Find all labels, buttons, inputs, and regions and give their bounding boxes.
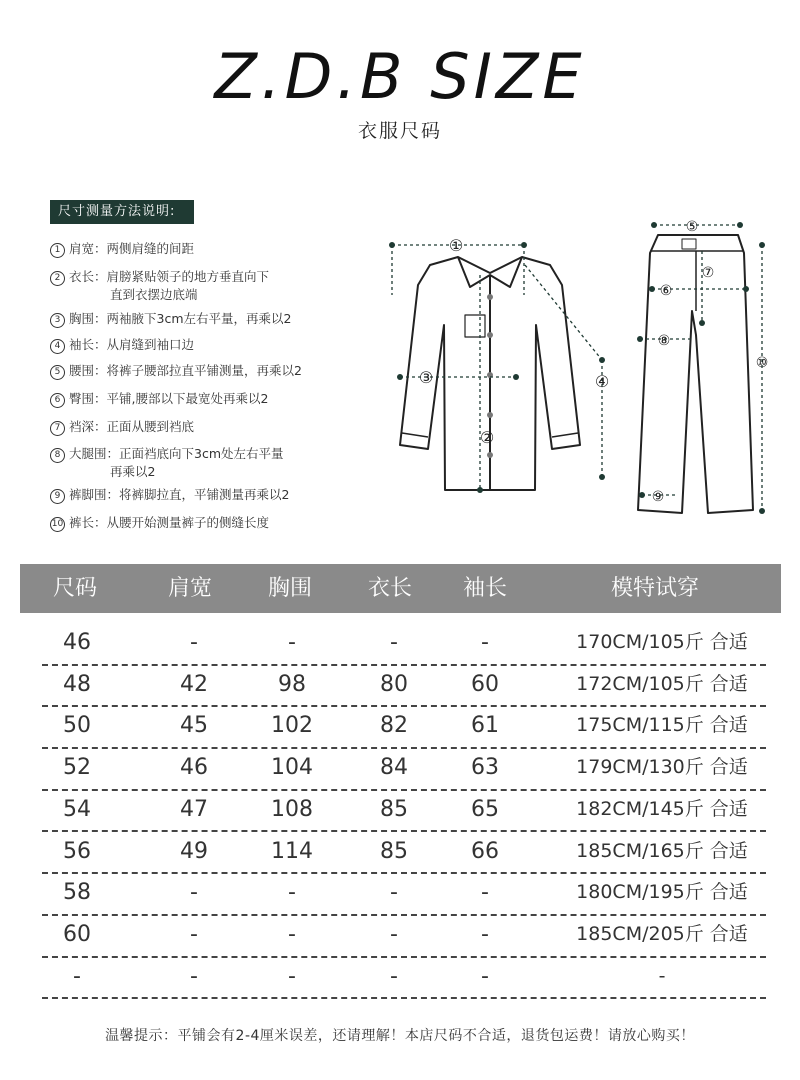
cell-sleeve: - [481,921,489,947]
cell-shoulder: 46 [180,755,208,781]
pants-marker-7: ⑦ [701,265,715,281]
cell-shoulder: 45 [180,713,208,739]
step-number-badge: 5 [50,365,65,380]
col-sleeve: 袖长 [462,576,507,601]
step-number-badge: 10 [50,517,65,532]
cell-sleeve: - [481,963,489,989]
cell-length: - [390,921,398,947]
col-model-fit: 模特试穿 [610,576,699,601]
cell-shoulder: - [190,880,198,906]
step-number-badge: 8 [50,448,65,463]
measure-method-text: 裤长：从腰开始测量裤子的侧缝长度 [69,515,270,530]
measure-method-text: 袖长：从肩缝到袖口边 [69,337,195,352]
page-subtitle: 衣服尺码 [357,120,442,142]
measure-method-item [50,486,289,504]
cell-chest: - [288,880,296,906]
cell-model-fit: - [658,964,666,987]
cell-model-fit: 170CM/105斤 合适 [576,631,748,653]
pants-marker-10: ⑩ [755,355,769,371]
cell-chest: 102 [271,713,313,739]
col-shoulder: 肩宽 [167,576,212,601]
cell-length: - [390,630,398,655]
measure-method-text-cont: 直到衣摆边底端 [110,287,198,302]
cell-length: 85 [380,838,408,864]
cell-length: 84 [380,755,408,781]
cell-length: - [390,880,398,906]
measure-method-text: 裤脚围：将裤脚拉直，平铺测量再乘以2 [69,487,290,502]
cell-size: 48 [63,671,91,697]
table-row [42,747,766,791]
step-number-badge: 2 [50,271,65,286]
measure-method-text-cont: 再乘以2 [110,464,156,479]
cell-sleeve: 63 [471,755,499,781]
measure-method-item [50,362,302,380]
cell-sleeve: - [481,630,489,655]
cell-model-fit: 172CM/105斤 合适 [576,672,748,695]
col-size: 尺码 [52,576,97,601]
col-length: 衣长 [367,576,412,601]
measure-method-text: 衣长：肩膀紧贴领子的地方垂直向下 [69,269,270,284]
measure-method-text: 腰围：将裤子腰部拉直平铺测量，再乘以2 [69,363,302,378]
cell-model-fit: 182CM/145斤 合适 [576,797,748,820]
cell-chest: - [288,963,296,989]
step-number-badge: 7 [50,421,65,436]
cell-shoulder: - [190,963,198,989]
cell-chest: - [288,921,296,947]
measure-method-item [50,514,269,532]
measure-method-item [50,390,268,408]
measure-method-text: 大腿围：正面裆底向下3cm处左右平量 [69,446,284,461]
cell-chest: - [288,630,296,655]
cell-size: 52 [63,755,91,781]
cell-shoulder: - [190,921,198,947]
cell-sleeve: 66 [471,838,499,864]
cell-size: 46 [63,630,91,655]
cell-length: 80 [380,671,408,697]
cell-model-fit: 180CM/195斤 合适 [576,881,748,904]
cell-chest: 108 [271,796,313,822]
pants-marker-8: ⑧ [657,333,671,349]
shirt-marker-3: ③ [418,368,434,387]
step-number-badge: 9 [50,489,65,504]
cell-model-fit: 185CM/205斤 合适 [576,922,748,945]
measure-method-item [50,268,269,303]
measure-method-text: 臀围：平铺,腰部以下最宽处再乘以2 [69,391,269,406]
cell-chest: 98 [278,671,306,697]
cell-sleeve: 60 [471,671,499,697]
measure-method-heading: 尺寸测量方法说明: [50,200,194,224]
cell-model-fit: 175CM/115斤 合适 [576,714,748,737]
table-row [42,705,766,749]
table-row [42,956,766,1000]
cell-model-fit: 179CM/130斤 合适 [576,756,748,779]
cell-chest: 104 [271,755,313,781]
cell-sleeve: - [481,880,489,906]
measure-method-item [50,336,194,354]
cell-shoulder: - [190,630,198,655]
cell-length: 82 [380,713,408,739]
table-row [42,622,766,666]
shirt-marker-4: ④ [594,372,610,391]
measure-method-item [50,418,194,436]
cell-length: 85 [380,796,408,822]
cell-sleeve: 61 [471,713,499,739]
cell-shoulder: 47 [180,796,208,822]
page-title: Z.D.B SIZE [214,40,586,113]
garment-measurement-diagram [330,215,780,525]
cell-size: 54 [63,796,91,822]
cell-size: 56 [63,838,91,864]
size-table-header [20,564,781,613]
cell-chest: 114 [271,838,313,864]
measure-method-text: 裆深：正面从腰到裆底 [69,419,195,434]
table-row [42,831,766,875]
cell-size: 60 [63,921,91,947]
shirt-marker-2: ② [479,428,495,447]
pants-marker-5: ⑤ [685,219,699,235]
cell-length: - [390,963,398,989]
table-row [42,914,766,958]
cell-shoulder: 49 [180,838,208,864]
measure-method-text: 胸围：两袖腋下3cm左右平量，再乘以2 [69,311,292,326]
cell-size: - [73,963,81,989]
step-number-badge: 1 [50,243,65,258]
cell-model-fit: 185CM/165斤 合适 [576,839,748,862]
pants-marker-6: ⑥ [659,283,673,299]
footer-note: 温馨提示：平铺会有2-4厘米误差，还请理解！本店尺码不合适，退货包运费！请放心购买！ [105,1028,695,1044]
pants-marker-9: ⑨ [651,489,665,505]
step-number-badge: 3 [50,313,65,328]
measure-method-item [50,240,194,258]
measure-method-item [50,310,291,328]
table-row [42,664,766,708]
cell-sleeve: 65 [471,796,499,822]
cell-shoulder: 42 [180,671,208,697]
col-chest: 胸围 [267,576,312,601]
step-number-badge: 4 [50,339,65,354]
table-row [42,872,766,916]
cell-size: 58 [63,880,91,906]
measure-method-text: 肩宽：两侧肩缝的间距 [69,241,195,256]
cell-size: 50 [63,713,91,739]
table-row [42,789,766,833]
step-number-badge: 6 [50,393,65,408]
measure-method-item [50,445,284,480]
shirt-marker-1: ① [448,236,464,255]
